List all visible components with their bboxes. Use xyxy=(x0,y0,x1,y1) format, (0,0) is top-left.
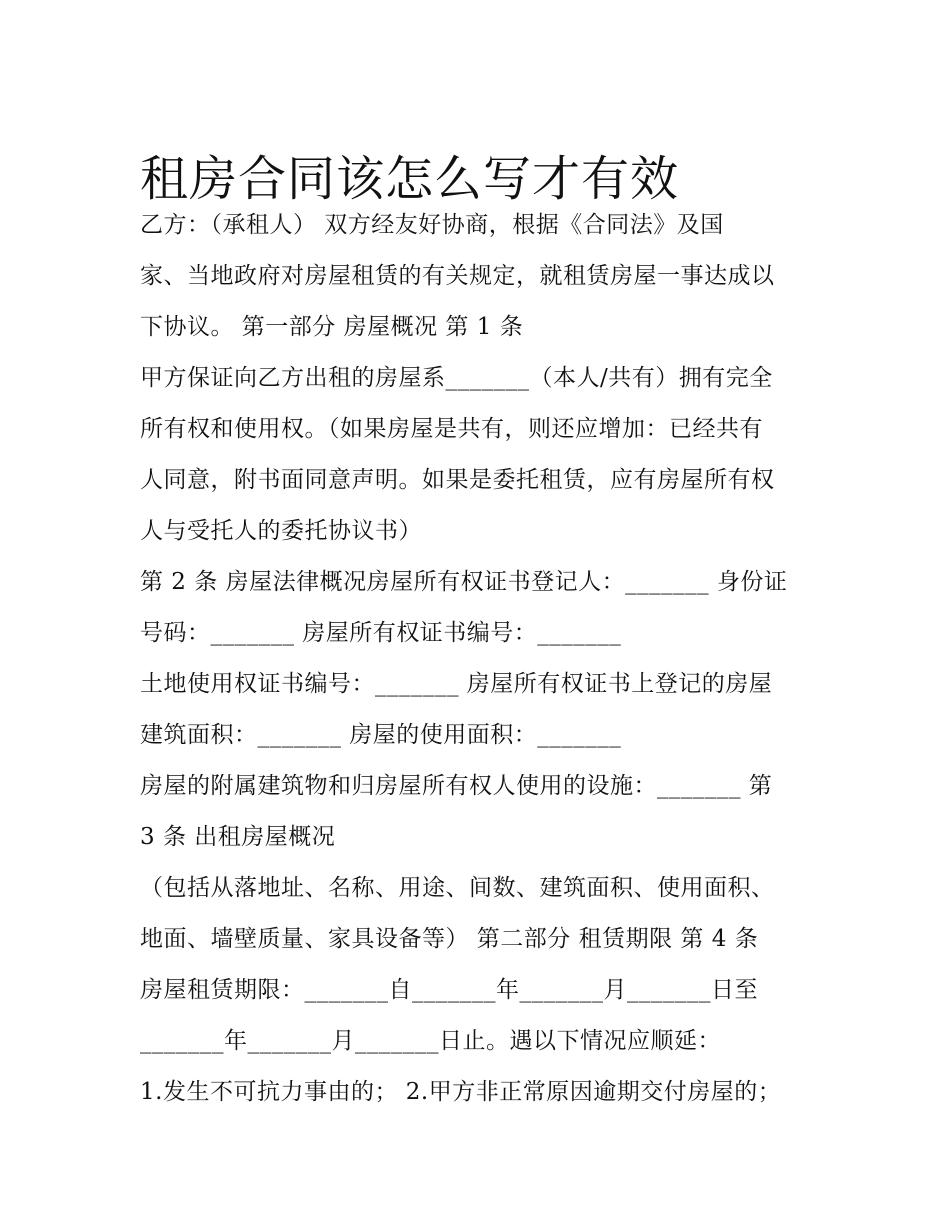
body-line: 地面、墙壁质量、家具设备等） 第二部分 租赁期限 第 4 条 xyxy=(140,926,759,952)
document-body xyxy=(140,200,830,1118)
body-line: _______年_______月_______日止。遇以下情况应顺延： xyxy=(140,1028,721,1054)
body-line: 人与受托人的委托协议书） xyxy=(140,518,422,544)
body-line: 家、当地政府对房屋租赁的有关规定，就租赁房屋一事达成以 xyxy=(140,263,775,289)
body-line: 甲方保证向乙方出租的房屋系_______（本人/共有）拥有完全 xyxy=(140,365,773,391)
body-line: 建筑面积：_______ 房屋的使用面积：_______ xyxy=(140,722,622,748)
body-line: 土地使用权证书编号：_______ 房屋所有权证书上登记的房屋 xyxy=(140,671,773,697)
body-line: 房屋租赁期限：_______自_______年_______月_______日至 xyxy=(140,977,758,1003)
body-line: 人同意，附书面同意声明。如果是委托租赁，应有房屋所有权 xyxy=(140,467,775,493)
body-line: 号码：_______ 房屋所有权证书编号：_______ xyxy=(140,620,622,646)
body-line: 1.发生不可抗力事由的； 2.甲方非正常原因逾期交付房屋的； xyxy=(140,1079,782,1105)
body-line: 房屋的附属建筑物和归房屋所有权人使用的设施：_______ 第 xyxy=(140,773,773,799)
body-line: 乙方：（承租人） 双方经友好协商，根据《合同法》及国 xyxy=(140,212,724,238)
body-line: 第 2 条 房屋法律概况房屋所有权证书登记人：_______ 身份证 xyxy=(140,569,788,595)
body-line: （包括从落地址、名称、用途、间数、建筑面积、使用面积、 xyxy=(140,875,775,901)
document-title: 租房合同该怎么写才有效 xyxy=(140,151,680,208)
body-line: 所有权和使用权。（如果房屋是共有，则还应增加：已经共有 xyxy=(140,416,763,442)
body-line: 下协议。 第一部分 房屋概况 第 1 条 xyxy=(140,314,524,340)
body-line: 3 条 出租房屋概况 xyxy=(140,824,336,850)
